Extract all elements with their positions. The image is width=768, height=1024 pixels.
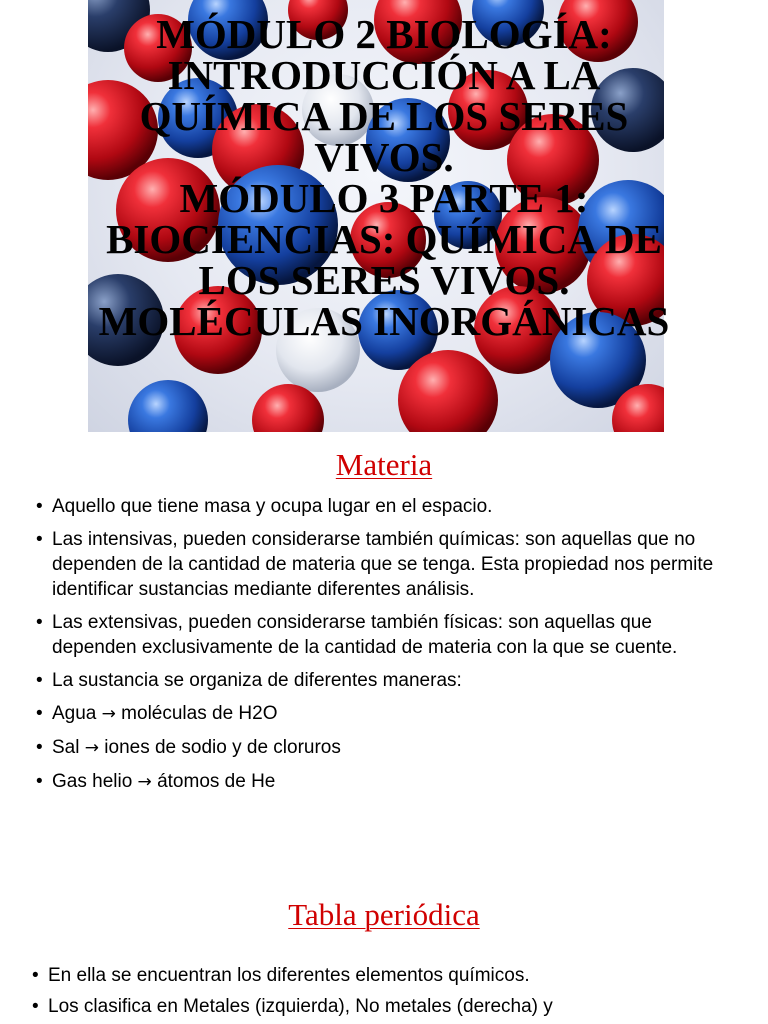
bullet-icon: • [36, 771, 43, 792]
arrow-right-icon: → [84, 738, 99, 758]
materia-title: Materia [335, 447, 433, 482]
list-item [36, 735, 741, 761]
hero-title-line: MOLÉCULAS INORGÁNICAS [98, 298, 670, 344]
bullet-icon: • [32, 965, 39, 986]
list-item-text: La sustancia se organiza de diferentes maneras: [52, 670, 462, 691]
bullet-icon: • [36, 612, 43, 633]
list-item [36, 701, 741, 727]
list-item-text: iones de sodio y de cloruros [99, 737, 341, 758]
tabla-bullet-list [32, 963, 737, 1024]
bullet-icon: • [36, 496, 43, 517]
list-item-text: En ella se encuentran los diferentes elementos químicos. [48, 965, 530, 986]
list-item-text: Sal [52, 737, 85, 758]
hero-title-line: BIOCIENCIAS: QUÍMICA DE [106, 216, 662, 262]
arrow-right-icon: → [137, 772, 152, 792]
list-item-text: Las extensivas, pueden considerarse también físicas: son aquellas que dependen exclusivamente de la cantidad de materia con la que se cuente. [52, 612, 678, 658]
hero-title-line: LOS SERES VIVOS. [198, 257, 570, 303]
hero-title-line: QUÍMICA DE LOS SERES [139, 93, 629, 139]
list-item-text: átomos de He [151, 771, 276, 792]
list-item-text: Los clasifica en Metales (izquierda), No metales (derecha) y [48, 996, 553, 1017]
list-item [36, 769, 741, 795]
list-item [36, 668, 741, 693]
materia-bullet-list [36, 494, 741, 803]
list-item-text: moléculas de H2O [115, 703, 278, 724]
list-item [32, 963, 737, 988]
hero-title [30, 11, 738, 344]
bullet-icon: • [36, 737, 43, 758]
list-item [36, 527, 741, 602]
list-item [36, 494, 741, 519]
list-item [36, 610, 741, 660]
bullet-icon: • [36, 670, 43, 691]
bullet-icon: • [32, 996, 39, 1017]
list-item [32, 994, 737, 1019]
hero-title-line: MÓDULO 2 BIOLOGÍA: [156, 11, 612, 57]
hero-title-line: VIVOS. [314, 134, 454, 180]
hero-title-line: INTRODUCCIÓN A LA [167, 52, 601, 98]
tabla-periodica-title: Tabla periódica [288, 897, 480, 932]
bullet-icon: • [36, 529, 43, 550]
list-item-text: Las intensivas, pueden considerarse también químicas: son aquellas que no dependen de la cantidad de materia que se tenga. Esta propiedad nos permite identificar sustancias mediante diferentes análisis. [52, 529, 714, 600]
arrow-right-icon: → [101, 704, 116, 724]
list-item-text: Gas helio [52, 771, 138, 792]
list-item-text: Aquello que tiene masa y ocupa lugar en el espacio. [52, 496, 493, 517]
bullet-icon: • [36, 703, 43, 724]
hero-title-line: MÓDULO 3 PARTE 1: [179, 175, 589, 221]
list-item-text: Agua [52, 703, 102, 724]
